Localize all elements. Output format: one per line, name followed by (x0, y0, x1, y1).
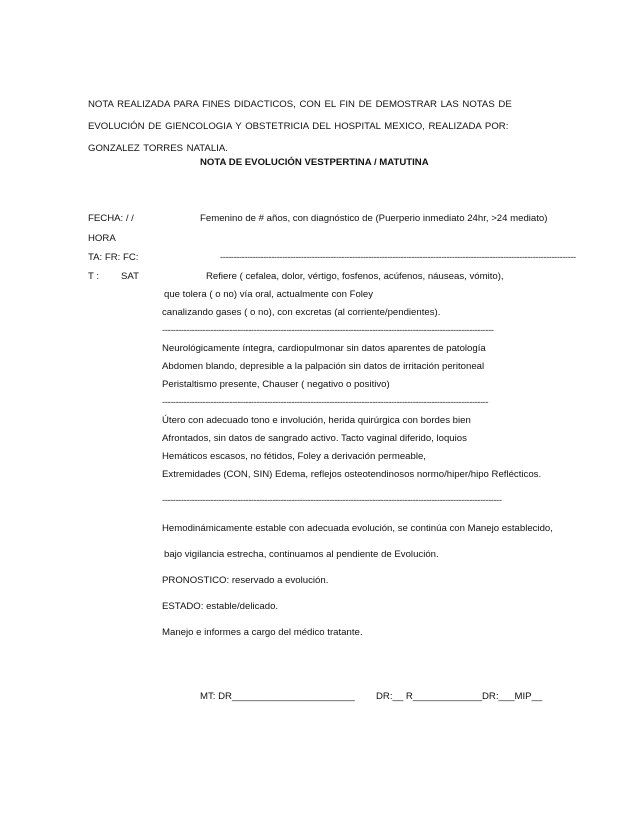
afrontados-line: Afrontados, sin datos de sangrado activo. Tacto vaginal diferido, loquios (162, 433, 467, 444)
peristaltismo-line: Peristaltismo presente, Chauser ( negativo o positivo) (162, 379, 390, 390)
sat-label: SAT (121, 271, 139, 282)
signature-dr-mip: DR:___MIP__ (482, 691, 543, 702)
intro-paragraph: NOTA REALIZADA PARA FINES DIDACTICOS, CON EL FIN DE DEMOSTRAR LAS NOTAS DE EVOLUCIÓN DE GIENCOLOGIA Y OBSTETRICIA DEL HOSPITAL MEXICO, REALIZADA POR: GONZALEZ TORRES NATALIA. (88, 99, 512, 154)
vigilancia-line: bajo vigilancia estrecha, continuamos al pendiente de Evolución. (164, 549, 439, 560)
note-title: NOTA DE EVOLUCIÓN VESTPERTINA / MATUTINA (200, 157, 429, 168)
hora-label: HORA (88, 233, 116, 244)
extremidades-line: Extremidades (CON, SIN) Edema, reflejos osteotendinosos normo/hiper/hipo Reflécticos. (162, 469, 542, 480)
dashed-separator: --------------------------------------------------------------------------------------------------------------------------- (162, 325, 494, 336)
refiere-line: Refiere ( cefalea, dolor, vértigo, fosfenos, acúfenos, náuseas, vómito), (206, 271, 504, 282)
dashed-separator: ------------------------------------------------------------------------------------------------------------------------------ (162, 495, 502, 506)
dashed-separator: ------------------------------------------------------------------------------------------------------------------------- (162, 397, 489, 408)
vital-signs-label: TA: FR: FC: (88, 252, 139, 263)
neuro-line: Neurológicamente íntegra, cardiopulmonar sin datos aparentes de patología (162, 343, 486, 354)
canalizando-line: canalizando gases ( o no), con excretas (al corriente/pendientes). (162, 307, 441, 318)
estado-line: ESTADO: estable/delicado. (162, 601, 279, 612)
signature-mt: MT: DR_______________________ (200, 691, 355, 702)
pronostico-line: PRONOSTICO: reservado a evolución. (162, 575, 329, 586)
fecha-label: FECHA: / / (88, 213, 134, 224)
abdomen-line: Abdomen blando, depresible a la palpación sin datos de irritación peritoneal (162, 361, 485, 372)
manejo-line: Manejo e informes a cargo del médico tratante. (162, 627, 363, 638)
temperature-label: T : (88, 271, 100, 282)
tolera-line: que tolera ( o no) vía oral, actualmente con Foley (164, 289, 374, 300)
signature-dr-r: DR:__ R_____________ (376, 691, 483, 702)
femenino-line: Femenino de # años, con diagnóstico de (Puerperio inmediato 24hr, >24 mediato) (200, 213, 548, 224)
dashed-separator: ------------------------------------------------------------------------------------------------------------------------------------ (220, 252, 576, 263)
hemodinamicamente-line: Hemodinámicamente estable con adecuada evolución, se continúa con Manejo establecido, (162, 523, 553, 534)
hematicos-line: Hemáticos escasos, no fétidos, Foley a derivación permeable, (162, 451, 426, 462)
utero-line: Útero con adecuado tono e involución, herida quirúrgica con bordes bien (162, 415, 471, 426)
